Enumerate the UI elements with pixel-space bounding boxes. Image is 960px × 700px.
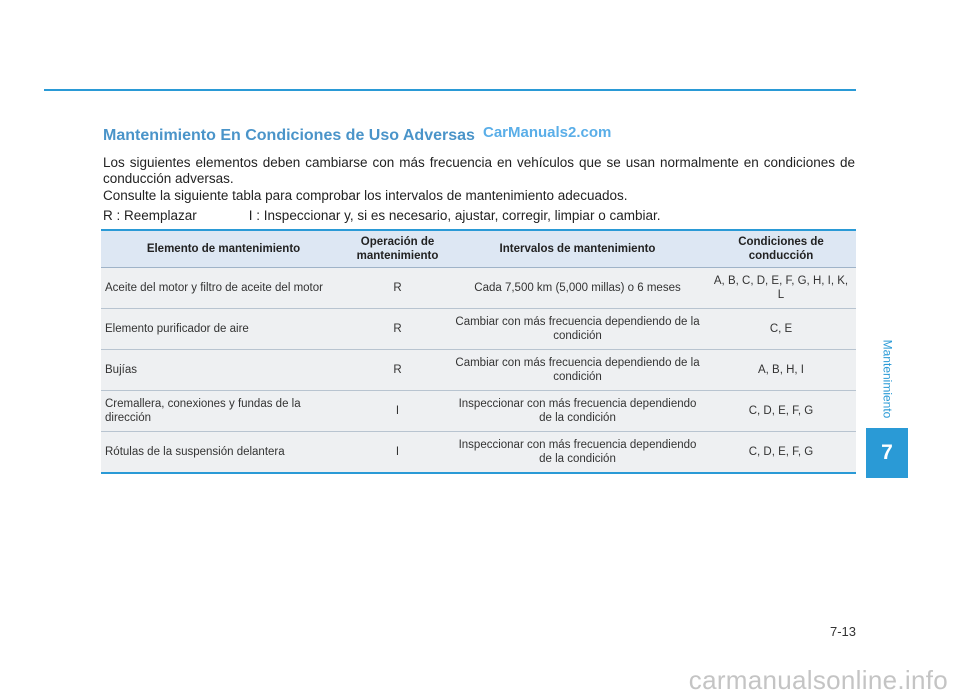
header-interval: Intervalos de mantenimiento (449, 230, 706, 268)
header-item: Elemento de mantenimiento (101, 230, 346, 268)
row-conditions: A, B, H, I (706, 350, 856, 391)
legend-replace: R : Reemplazar (103, 208, 197, 223)
section-title: Mantenimiento En Condiciones de Uso Adversas (103, 127, 475, 144)
table-row (101, 268, 856, 309)
table-row (101, 309, 856, 350)
table-row (101, 391, 856, 432)
row-item: Cremallera, conexiones y fundas de la dirección (101, 391, 346, 432)
table-header-row (101, 230, 856, 268)
header-conditions: Condiciones de conducción (706, 230, 856, 268)
intro-paragraph: Los siguientes elementos deben cambiarse con más frecuencia en vehículos que se usan normalmente en condiciones de conducción adversas. (103, 155, 855, 186)
table-row (101, 350, 856, 391)
row-operation: R (346, 309, 449, 350)
row-interval: Cambiar con más frecuencia dependiendo de la condición (449, 350, 706, 391)
row-interval: Inspeccionar con más frecuencia dependiendo de la condición (449, 391, 706, 432)
row-item: Bujías (101, 350, 346, 391)
row-operation: I (346, 432, 449, 474)
row-conditions: C, E (706, 309, 856, 350)
header-operation: Operación de mantenimiento (346, 230, 449, 268)
row-operation: R (346, 268, 449, 309)
row-conditions: C, D, E, F, G (706, 432, 856, 474)
row-item: Aceite del motor y filtro de aceite del motor (101, 268, 346, 309)
row-conditions: A, B, C, D, E, F, G, H, I, K, L (706, 268, 856, 309)
row-item: Elemento purificador de aire (101, 309, 346, 350)
chapter-tab: 7 (866, 428, 908, 478)
row-interval: Cada 7,500 km (5,000 millas) o 6 meses (449, 268, 706, 309)
row-interval: Cambiar con más frecuencia dependiendo de la condición (449, 309, 706, 350)
page-number: 7-13 (829, 624, 856, 639)
watermark-top: CarManuals2.com (483, 124, 612, 141)
chapter-label-text: Mantenimiento (880, 339, 894, 419)
legend-inspect: I : Inspeccionar y, si es necesario, ajustar, corregir, limpiar o cambiar. (248, 208, 661, 223)
legend-line (103, 208, 855, 224)
row-operation: I (346, 391, 449, 432)
row-operation: R (346, 350, 449, 391)
chapter-side-label (872, 330, 902, 428)
top-rule (44, 89, 856, 91)
table-row (101, 432, 856, 474)
row-conditions: C, D, E, F, G (706, 391, 856, 432)
maintenance-table (101, 229, 856, 474)
row-interval: Inspeccionar con más frecuencia dependiendo de la condición (449, 432, 706, 474)
instruction-paragraph: Consulte la siguiente tabla para comprobar los intervalos de mantenimiento adecuados. (103, 188, 628, 203)
footer-watermark: carmanualsonline.info (688, 665, 948, 695)
row-item: Rótulas de la suspensión delantera (101, 432, 346, 474)
